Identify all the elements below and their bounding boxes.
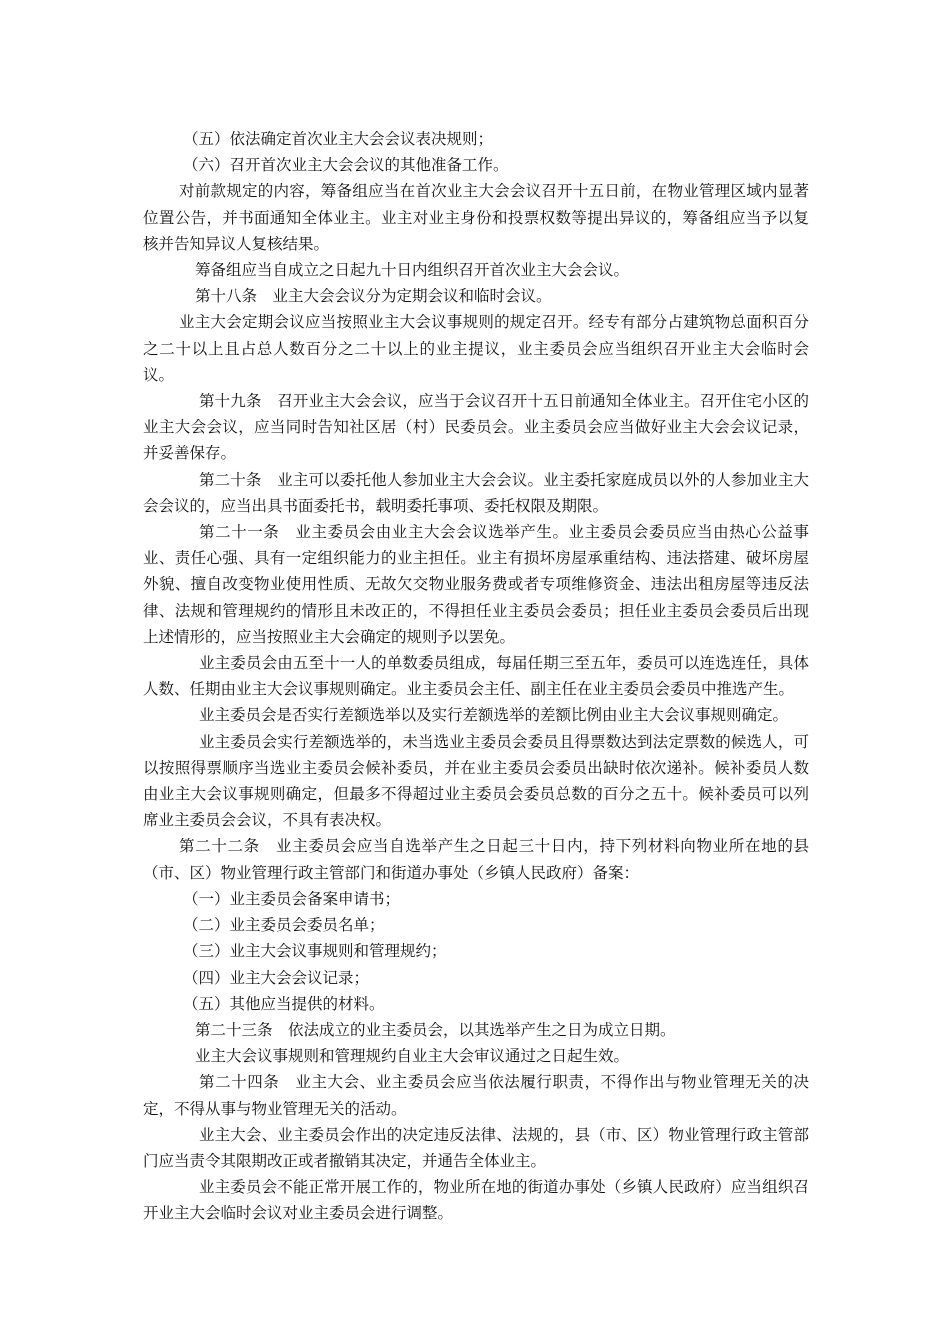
paragraph: 业主委员会不能正常开展工作的，物业所在地的街道办事处（乡镇人民政府）应当组织召开业主大会临时会议对业主委员会进行调整。: [143, 1178, 809, 1223]
article-heading-20: 第二十条 业主可以委托他人参加业主大会会议。业主委托家庭成员以外的人参加业主大会会议的，应当出具书面委托书，载明委托事项、委托权限及期限。: [143, 470, 809, 515]
paragraph: （六）召开首次业主大会会议的其他准备工作。: [183, 156, 509, 175]
paragraph: 业主大会定期会议应当按照业主大会议事规则的规定召开。经专有部分占建筑物总面积百分之二十以上且占总人数百分之二十以上的业主提议，业主委员会应当组织召开业主大会临时会议。: [143, 313, 809, 384]
article-heading-24: 第二十四条 业主大会、业主委员会应当依法履行职责，不得作出与物业管理无关的决定，不得从事与物业管理无关的活动。: [143, 1073, 809, 1118]
paragraph: 对前款规定的内容，筹备组应当在首次业主大会会议召开十五日前，在物业管理区域内显著位置公告，并书面通知全体业主。业主对业主身份和投票权数等提出异议的，筹备组应当予以复核并告知异议人复核结果。: [143, 182, 809, 253]
paragraph: 筹备组应当自成立之日起九十日内组织召开首次业主大会会议。: [195, 261, 630, 280]
list-item: （四）业主大会会议记录；: [183, 968, 370, 987]
paragraph: （五）依法确定首次业主大会会议表决规则；: [183, 130, 494, 148]
paragraph: 业主大会、业主委员会作出的决定违反法律、法规的，县（市、区）物业管理行政主管部门应当责令其限期改正或者撤销其决定，并通告全体业主。: [143, 1125, 809, 1170]
paragraph: 业主大会议事规则和管理规约自业主大会审议通过之日起生效。: [195, 1047, 630, 1066]
paragraph: 业主委员会是否实行差额选举以及实行差额选举的差额比例由业主大会议事规则确定。: [199, 706, 789, 725]
list-item: （二）业主委员会委员名单；: [183, 916, 385, 935]
article-heading-18: 第十八条 业主大会会议分为定期会议和临时会议。: [195, 287, 552, 306]
article-heading-19: 第十九条 召开业主大会会议，应当于会议召开十五日前通知全体业主。召开住宅小区的业主大会会议，应当同时告知社区居（村）民委员会。业主委员会应当做好业主大会会议记录，并妥善保存。: [143, 392, 809, 463]
paragraph: 业主委员会由五至十一人的单数委员组成，每届任期三至五年，委员可以连选连任，具体人数、任期由业主大会议事规则确定。业主委员会主任、副主任在业主委员会委员中推选产生。: [143, 654, 809, 699]
article-heading-21: 第二十一条 业主委员会由业主大会会议选举产生。业主委员会委员应当由热心公益事业、责任心强、具有一定组织能力的业主担任。业主有损坏房屋承重结构、违法搭建、破坏房屋外貌、擅自改变物业使用性质、无故欠交物业服务费或者专项维修资金、违法出租房屋等违反法律、法规和管理规约的情形且未改正的，不得担任业主委员会委员；担任业主委员会委员后出现上述情形的，应当按照业主大会确定的规则予以罢免。: [143, 523, 809, 646]
list-item: （五）其他应当提供的材料。: [183, 994, 385, 1013]
list-item: （三）业主大会议事规则和管理规约；: [183, 942, 447, 961]
document-body: [143, 126, 809, 1227]
article-heading-23: 第二十三条 依法成立的业主委员会，以其选举产生之日为成立日期。: [195, 1020, 676, 1039]
list-item: （一）业主委员会备案申请书；: [183, 889, 401, 908]
paragraph: 业主委员会实行差额选举的，未当选业主委员会委员且得票数达到法定票数的候选人，可以按照得票顺序当选业主委员会候补委员，并在业主委员会委员出缺时依次递补。候补委员人数由业主大会议事规则确定，但最多不得超过业主委员会委员总数的百分之五十。候补委员可以列席业主委员会会议，不具有表决权。: [143, 732, 809, 830]
article-heading-22: 第二十二条 业主委员会应当自选举产生之日起三十日内，持下列材料向物业所在地的县（市、区）物业管理行政主管部门和街道办事处（乡镇人民政府）备案：: [143, 837, 809, 882]
